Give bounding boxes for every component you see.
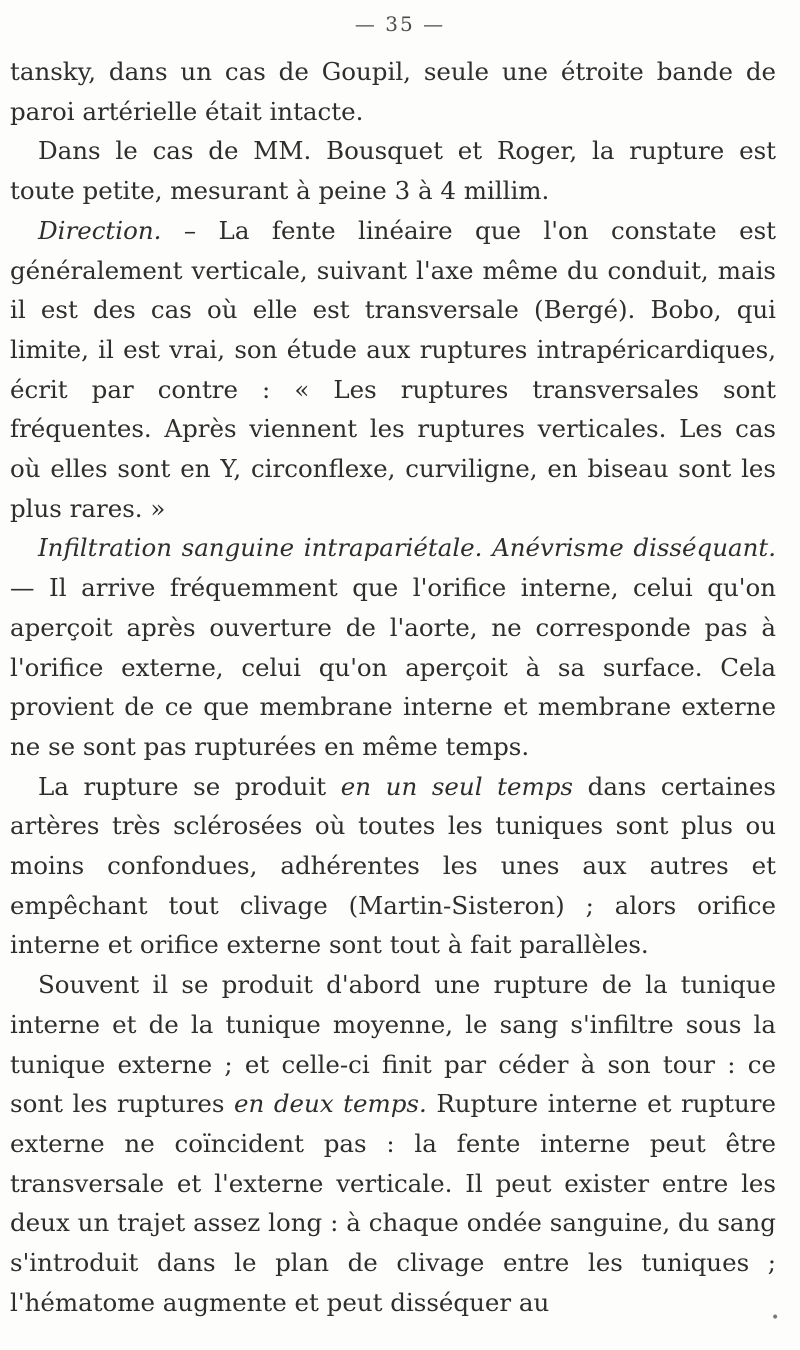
paragraph-4 — [10, 528, 776, 766]
paragraph-3-text: – La fente linéaire que l'on constate est généralement verticale, suivant l'axe même du conduit, mais il est des cas où elle est transversale (Bergé). Bobo, qui limite, il est vrai, son étude aux ruptures intrapéricardiques, écrit par contre : « Les ruptures transversales sont fréquentes. Après viennent les ruptures verticales. Les cas où elles sont en Y, circonflexe, curviligne, en biseau sont les plus rares. » — [10, 215, 776, 523]
paragraph-5-text-a: La rupture se produit — [38, 771, 341, 801]
body-text — [10, 52, 776, 1323]
paragraph-6 — [10, 965, 776, 1322]
paragraph-1-text: tansky, dans un cas de Goupil, seule une étroite bande de paroi artérielle était intacte. — [10, 57, 776, 126]
paragraph-6-text-a: Souvent il se produit d'abord une rupture de la tunique interne et de la tunique moyenne, le sang s'infiltre sous la tunique externe ; et celle-ci finit par céder à son tour : ce sont les ruptures — [10, 970, 776, 1119]
paragraph-3 — [10, 211, 776, 529]
paragraph-2 — [10, 131, 776, 210]
page-number: — 35 — — [354, 12, 446, 36]
section-heading-direction: Direction. — [38, 215, 162, 245]
paragraph-5-text-b: dans certaines artères très sclérosées où toutes les tuniques sont plus ou moins confondues, adhérentes les unes aux autres et empêchant tout clivage (Martin-Sisteron) ; alors orifice interne et orifice externe sont tout à fait parallèles. — [10, 771, 776, 960]
emphasis-un-seul-temps: en un seul temps — [340, 771, 574, 801]
emphasis-deux-temps: en deux temps. — [234, 1089, 427, 1119]
paragraph-2-text: Dans le cas de MM. Bousquet et Roger, la rupture est toute petite, mesurant à peine 3 à 4 millim. — [10, 136, 776, 206]
paragraph-5 — [10, 767, 776, 966]
ink-mark: • — [771, 1310, 780, 1326]
paragraph-6-text-b: Rupture interne et rupture externe ne coïncident pas : la fente interne peut être transversale et l'externe verticale. Il peut exister entre les deux un trajet assez long : à chaque ondée sanguine, du sang s'introduit dans le plan de clivage entre les tuniques ; l'hématome augmente et peut disséquer au — [10, 1089, 776, 1317]
paragraph-1 — [10, 52, 776, 131]
paragraph-4-text: — Il arrive fréquemment que l'orifice interne, celui qu'on aperçoit après ouverture de l'aorte, ne corresponde pas à l'orifice externe, celui qu'on aperçoit à sa surface. Cela provient de ce que membrane interne et membrane externe ne se sont pas rupturées en même temps. — [10, 573, 776, 761]
section-heading-infiltration: Infiltration sanguine intrapariétale. Anévrisme disséquant. — [38, 533, 776, 563]
